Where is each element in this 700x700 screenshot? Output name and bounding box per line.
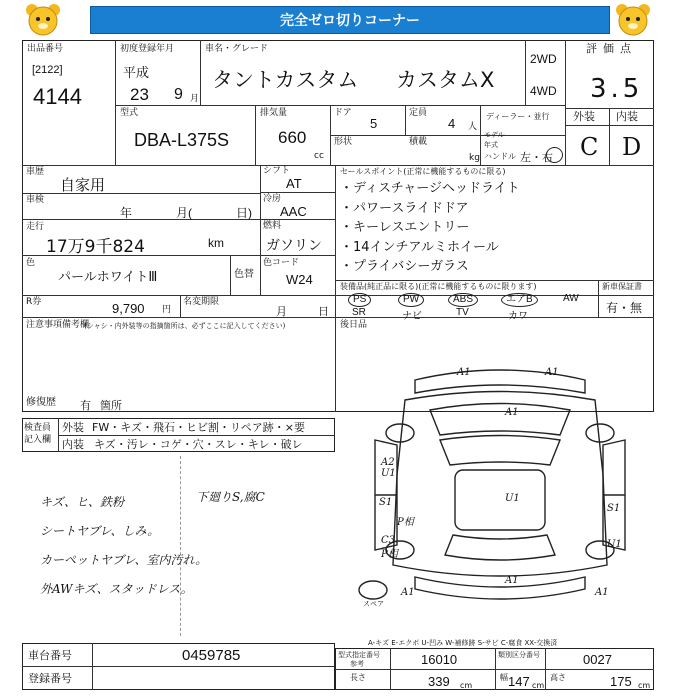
equip-navi: ナビ [402, 311, 422, 322]
repair-label: 修復歴 [26, 397, 56, 408]
lot-label: 出品番号 [27, 44, 64, 54]
shaken-year: 年 [120, 206, 133, 220]
damage-mark: A1 [401, 587, 415, 598]
handle-value: 左・右 [520, 151, 553, 164]
model-cert-value: 16010 [421, 652, 458, 667]
damage-mark: U1 [607, 539, 622, 550]
sales-item: ・ディスチャージヘッドライト [340, 181, 520, 196]
reg-year: 23 [130, 85, 149, 104]
load-unit: kg [469, 153, 480, 163]
damage-mark: C3 [381, 535, 396, 546]
fuel-value: ガソリン [266, 238, 322, 254]
divider [260, 165, 261, 295]
reg-month: 9 [174, 86, 183, 103]
divider [330, 135, 565, 136]
equip-sr: SR [352, 307, 366, 318]
sales-label: セールスポイント(正常に機能するものに限る) [340, 167, 506, 176]
damage-mark: U1 [381, 468, 396, 479]
sales-item: ・14インチアルミホイール [340, 239, 499, 255]
divider [255, 105, 256, 165]
length-label: 長さ [350, 673, 366, 682]
color-label: 色 [26, 258, 36, 268]
chassis-label: 車台番号 [28, 649, 72, 662]
disp-value: 660 [278, 128, 307, 147]
height-label: 高さ [550, 673, 566, 682]
usage-label: 車歴 [26, 167, 45, 177]
bear-mascot-icon-left [22, 2, 64, 38]
recycle-value: 9,790 [112, 301, 145, 316]
divider [22, 165, 654, 166]
divider [390, 648, 391, 690]
color-code-value: W24 [286, 272, 313, 287]
divider [598, 280, 599, 317]
handle-label: ハンドル [484, 152, 516, 161]
disp-unit: cc [314, 151, 324, 161]
hand-note: シートヤブレ、しみ。 [40, 524, 160, 538]
score-label: 評価点 [586, 42, 637, 55]
handwritten-notes [40, 488, 207, 604]
damage-mark: U1 [505, 493, 520, 504]
equip-pw: PW [398, 293, 424, 307]
repair-value: 有 [80, 399, 91, 412]
divider [22, 193, 260, 194]
color-code-label: 色コード [263, 258, 300, 268]
height-unit: cm [638, 681, 651, 690]
recycle-label: R券 [26, 297, 42, 307]
handle-right-circle [546, 147, 563, 163]
equip-aw: AW [563, 293, 579, 304]
color-value: パールホワイトⅢ [58, 270, 158, 285]
inspector-label: 検査員 [24, 423, 52, 433]
shaken-day: 日) [236, 206, 252, 220]
notes-sub: (シャシ・内外装等の指摘箇所は、必ずここに記入してください) [84, 322, 286, 330]
divider [335, 317, 654, 318]
disp-label: 排気量 [260, 108, 288, 118]
model-cert-ref: 参考 [350, 660, 364, 668]
width-value: 147 [508, 674, 530, 689]
equip-ps: PS [348, 293, 371, 307]
divider [22, 295, 654, 296]
model-year-label: モデル年式 [484, 131, 505, 149]
damage-mark: P相 [397, 517, 414, 528]
divider [22, 666, 335, 667]
underside-note: 下廻りS,腐C [196, 490, 265, 504]
plate-label: 登録番号 [28, 672, 72, 685]
damage-mark: A1 [457, 367, 471, 378]
notes-label: 注意事項備考欄 [26, 320, 90, 330]
divider [230, 255, 231, 295]
divider [58, 435, 335, 436]
divider [525, 40, 526, 105]
inspect-int-label: 内装 [62, 438, 84, 451]
doors-value: 5 [370, 116, 378, 131]
shaken-month: 月( [176, 206, 192, 220]
score-value: 3.5 [590, 74, 644, 104]
equip-airbag: エアB [501, 293, 538, 307]
hand-note: 外AWキズ、スタッドレス。 [40, 582, 193, 596]
damage-mark: S1 [379, 497, 393, 508]
warranty-label: 新車保証書 [602, 282, 642, 291]
damage-mark: S1 [607, 503, 621, 514]
reg-month-unit: 月 [190, 94, 200, 104]
drive-2wd: 2WD [530, 52, 557, 66]
length-unit: cm [460, 681, 473, 690]
ac-value: AAC [280, 204, 307, 219]
width-label: 幅 [500, 673, 508, 682]
bear-mascot-icon-right [612, 2, 654, 38]
sales-list [340, 179, 520, 277]
equip-abs: ABS [448, 293, 478, 307]
divider [92, 643, 93, 690]
damage-mark: A1 [545, 367, 559, 378]
repair-unit: 箇所 [100, 399, 122, 412]
damage-legend: A-キズ E-エクボ U-凹み W-補修跡 S-サビ C-腐食 XX-交換済 [368, 639, 558, 647]
mileage-value: 17万9千824 [46, 237, 145, 257]
change-month: 月 [276, 306, 287, 318]
hand-note: キズ、ヒ、鉄粉 [40, 495, 125, 509]
equip-tv: TV [456, 307, 469, 318]
sales-item: ・プライバシーガラス [340, 259, 469, 274]
divider [22, 317, 335, 318]
recycle-unit: 円 [162, 305, 172, 315]
inspect-int-items: キズ・汚レ・コゲ・穴・スレ・キレ・破レ [94, 438, 303, 451]
divider [115, 105, 565, 106]
inspect-ext-items: FW・キズ・飛石・ヒビ割・リペア跡・×要 [92, 421, 305, 434]
class-label: 類別区分番号 [498, 651, 540, 659]
divider [335, 280, 654, 281]
exterior-label: 外装 [573, 110, 595, 123]
name-label: 車名・グレード [205, 44, 269, 54]
exterior-grade: C [580, 133, 599, 161]
color-exchange-label: 色替 [234, 269, 254, 280]
chassis-value: 0459785 [182, 647, 241, 664]
sales-item: ・キーレスエントリー [340, 220, 470, 235]
ac-label: 冷房 [263, 194, 282, 204]
shaken-label: 車検 [26, 195, 45, 205]
divider [405, 105, 406, 135]
change-label: 名変期限 [183, 297, 220, 307]
seats-unit: 人 [468, 122, 478, 132]
damage-mark: A2 [381, 457, 395, 468]
seats-value: 4 [448, 116, 456, 131]
inspect-ext-label: 外装 [62, 421, 84, 434]
divider [260, 192, 335, 193]
damage-mark: A1 [505, 407, 519, 418]
load-label: 積載 [409, 137, 428, 147]
reg-era: 平成 [123, 66, 150, 81]
divider [200, 40, 201, 105]
damage-mark: P相 [381, 549, 398, 560]
interior-grade: D [622, 133, 642, 161]
hand-note: カーペットヤブレ、室内汚れ。 [40, 553, 208, 567]
reg-label: 初度登録年月 [120, 44, 175, 54]
fuel-label: 燃料 [263, 221, 282, 231]
mileage-label: 走行 [26, 222, 45, 232]
grade-name: カスタムX [396, 68, 495, 92]
divider [22, 219, 260, 220]
usage-value: 自家用 [60, 176, 106, 194]
change-day: 日 [318, 306, 329, 318]
diagram-marks [345, 355, 655, 625]
divider [545, 648, 546, 690]
warranty-value: 有・無 [606, 301, 643, 315]
type-value: DBA-L375S [134, 130, 230, 150]
header-title: 完全ゼロ切りコーナー [280, 13, 420, 29]
lot-small: [2122] [32, 64, 63, 76]
type-label: 型式 [120, 108, 139, 118]
equip-leather: カワ [508, 311, 528, 322]
model-cert-label: 型式指定番号 [338, 651, 380, 659]
divider [260, 219, 335, 220]
shift-label: シフト [263, 166, 291, 176]
mileage-unit: km [208, 236, 224, 250]
equip-label: 装備品(純正品に限る)(正常に機能するものに限ります) [340, 282, 537, 291]
divider [180, 295, 181, 317]
divider [609, 108, 610, 165]
shape-label: 形状 [334, 137, 353, 147]
dealer-label: ディーラー・並行 [486, 112, 550, 121]
seats-label: 定員 [409, 108, 428, 118]
damage-mark: A1 [505, 575, 519, 586]
drive-4wd: 4WD [530, 84, 557, 98]
shift-value: AT [286, 176, 302, 191]
height-value: 175 [610, 674, 632, 689]
interior-label: 内装 [616, 110, 638, 123]
rear-label: 後日品 [340, 320, 368, 330]
spare-label: スペア [363, 600, 384, 608]
divider [495, 648, 496, 690]
damage-mark: A1 [595, 587, 609, 598]
lot-number: 4144 [33, 84, 82, 109]
width-unit: cm [532, 681, 545, 690]
inspector-label-2: 記入欄 [24, 435, 52, 445]
class-value: 0027 [583, 652, 612, 667]
divider [115, 40, 116, 165]
sales-item: ・パワースライドドア [340, 200, 469, 216]
length-value: 339 [428, 674, 450, 689]
divider [565, 40, 566, 165]
model-name: タントカスタム [212, 68, 359, 92]
doors-label: ドア [334, 108, 352, 118]
divider [335, 165, 336, 412]
